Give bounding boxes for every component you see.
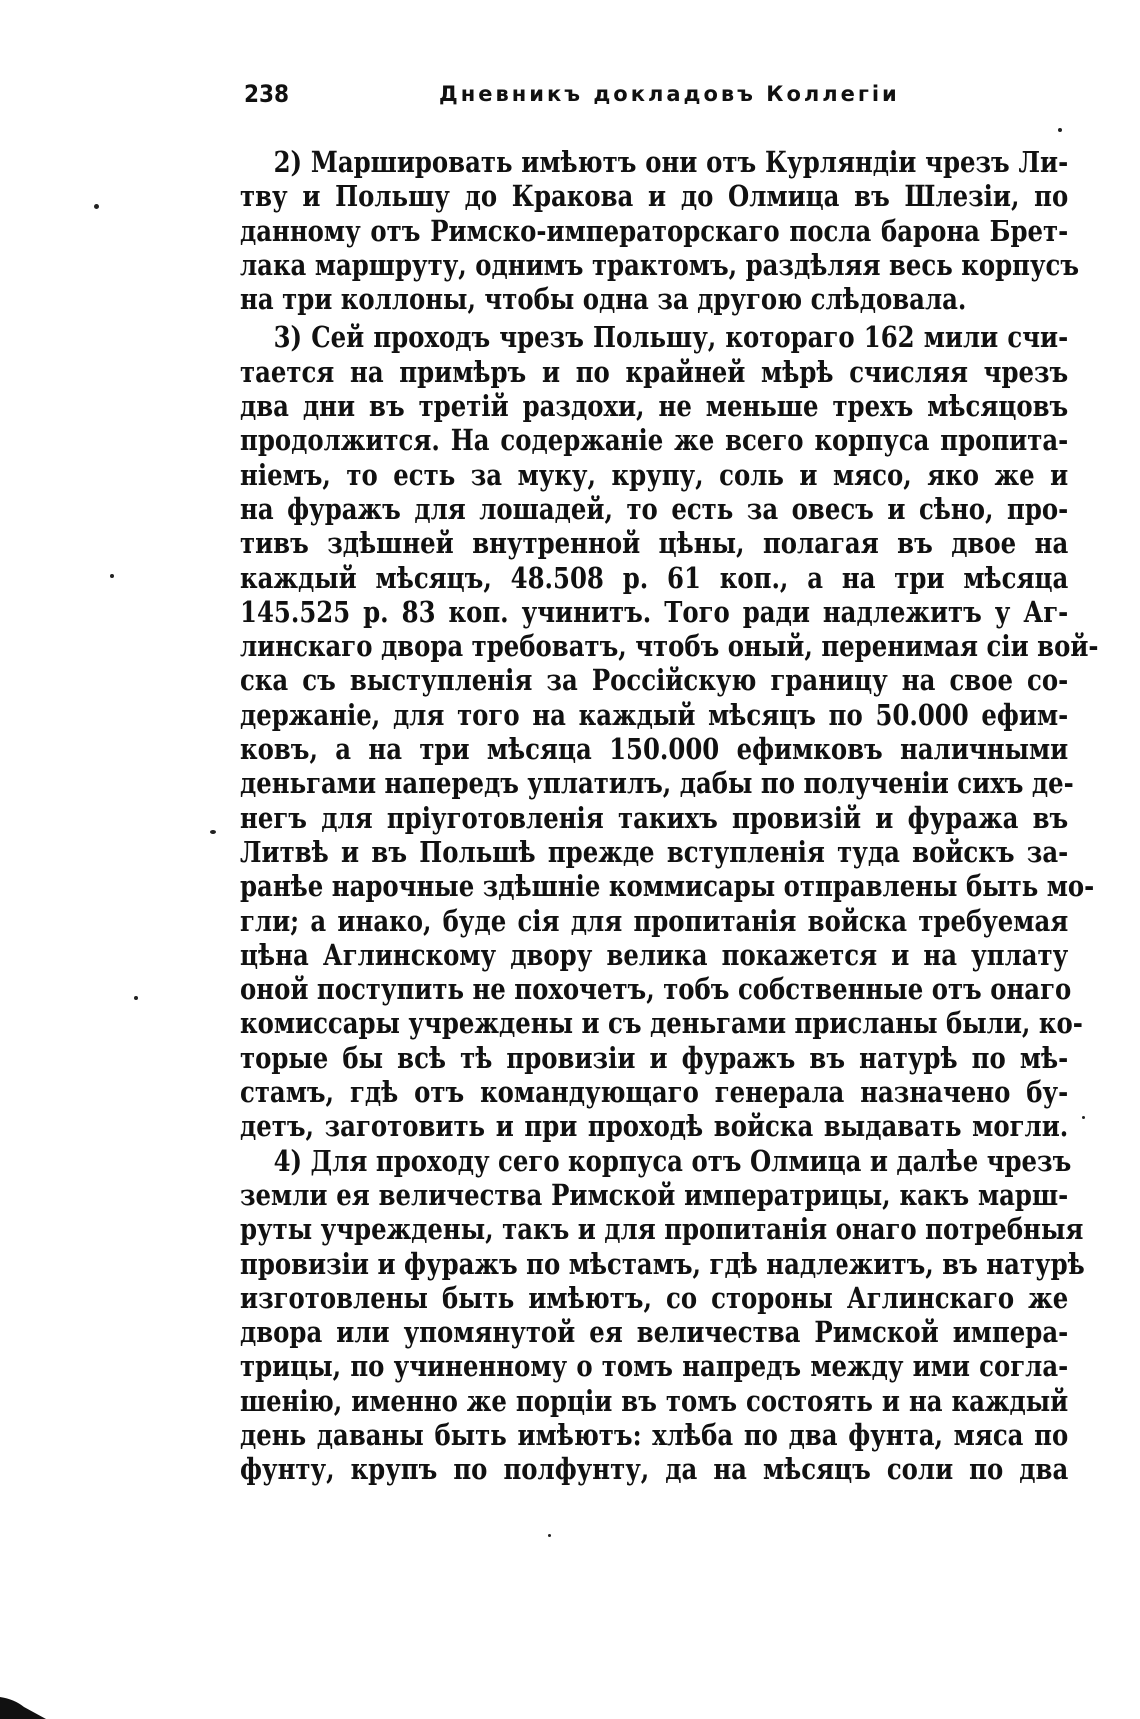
text-line: на три коллоны, чтобы одна за другою слѣдовала. (240, 282, 967, 317)
text-line: ранѣе нарочные здѣшніе коммисары отправлены быть мо- (240, 869, 1095, 904)
running-head: Дневникъ докладовъ Коллегіи (439, 82, 900, 106)
text-line: тву и Польшу до Кракова и до Олмица въ Шлезіи, по (240, 179, 1069, 214)
text-line: провизіи и фуражъ по мѣстамъ, гдѣ надлежитъ, въ натурѣ (240, 1246, 1085, 1281)
text-line: оной поступить не похочетъ, тобъ собственные отъ онаго (240, 972, 1072, 1007)
page-corner-mark (0, 1693, 46, 1719)
text-line: трицы, по учиненному о томъ напредъ между ими согла- (240, 1349, 1069, 1384)
text-line: каждый мѣсяцъ, 48.508 р. 61 коп., а на три мѣсяца (240, 560, 1069, 595)
text-line: руты учреждены, такъ и для пропитанія онаго потребныя (240, 1212, 1084, 1247)
page-number: 238 (244, 80, 290, 108)
text-line: 3) Сей проходъ чрезъ Польшу, котораго 162 мили счи- (273, 320, 1069, 355)
scan-speck (1058, 128, 1062, 132)
text-line: деньгами напередъ уплатилъ, дабы по полученіи сихъ де- (240, 766, 1074, 801)
text-line: ска съ выступленія за Россійскую границу на свое со- (240, 663, 1069, 698)
text-line: шенію, именно же порціи въ томъ состоять и на каждый (240, 1383, 1069, 1418)
text-line: тается на примѣръ и по крайней мѣрѣ счисляя чрезъ (240, 354, 1069, 389)
text-line: гли; а инако, буде сія для пропитанія войска требуемая (240, 903, 1069, 938)
page-header (244, 80, 1064, 120)
text-line: негъ для пріуготовленія такихъ провизій и фуража въ (240, 800, 1069, 835)
text-line: 145.525 р. 83 коп. учинитъ. Того ради надлежитъ у Аг- (240, 594, 1069, 629)
text-line: фунту, крупъ по полфунту, да на мѣсяцъ соли по два (240, 1452, 1069, 1487)
scan-speck (110, 574, 114, 578)
scan-speck (1082, 1116, 1085, 1119)
text-line: день даваны быть имѣютъ: хлѣба по два фунта, мяса по (240, 1417, 1069, 1452)
text-line: два дни въ третій раздохи, не меньше трехъ мѣсяцовъ (240, 389, 1069, 424)
text-line: детъ, заготовить и при проходѣ войска выдавать могли. (240, 1109, 1069, 1144)
text-line: цѣна Аглинскому двору велика покажется и на уплату (240, 937, 1069, 972)
text-line: тивъ здѣшней внутренной цѣны, полагая въ двое на (240, 526, 1069, 561)
scan-speck (210, 830, 216, 834)
scan-speck (94, 204, 99, 209)
text-line: изготовлены быть имѣютъ, со стороны Аглинскаго же (240, 1280, 1069, 1315)
text-line: земли ея величества Римской императрицы, какъ марш- (240, 1177, 1069, 1212)
text-line: линскаго двора требоватъ, чтобъ оный, перенимая сіи вой- (240, 629, 1099, 664)
text-line: стамъ, гдѣ отъ командующаго генерала назначено бу- (240, 1075, 1069, 1110)
scan-speck (548, 1534, 551, 1537)
text-line: торые бы всѣ тѣ провизіи и фуражъ въ натурѣ по мѣ- (240, 1040, 1069, 1075)
scan-speck (134, 996, 138, 1000)
text-line: держаніе, для того на каждый мѣсяцъ по 50.000 ефим- (240, 697, 1069, 732)
text-line: продолжится. На содержаніе же всего корпуса пропита- (240, 423, 1069, 458)
text-line: 2) Маршировать имѣютъ они отъ Курляндіи чрезъ Ли- (273, 145, 1069, 179)
text-line: ніемъ, то есть за муку, крупу, соль и мясо, яко же и (240, 457, 1069, 492)
text-line: 4) Для проходу сего корпуса отъ Олмица и далѣе чрезъ (273, 1143, 1072, 1178)
text-line: комиссары учреждены и съ деньгами присланы были, ко- (240, 1006, 1083, 1041)
text-line: двора или упомянутой ея величества Римской импера- (240, 1315, 1069, 1350)
body-text (240, 145, 1099, 1487)
text-line: ковъ, а на три мѣсяца 150.000 ефимковъ наличными (240, 732, 1069, 767)
text-line: на фуражъ для лошадей, то есть за овесъ и сѣно, про- (240, 491, 1069, 526)
text-line: лака маршруту, однимъ трактомъ, раздѣляя весь корпусъ (240, 247, 1080, 282)
text-line: данному отъ Римско-императорскаго посла барона Брет- (240, 213, 1069, 248)
text-line: Литвѣ и въ Польшѣ прежде вступленія туда войскъ за- (240, 834, 1069, 869)
